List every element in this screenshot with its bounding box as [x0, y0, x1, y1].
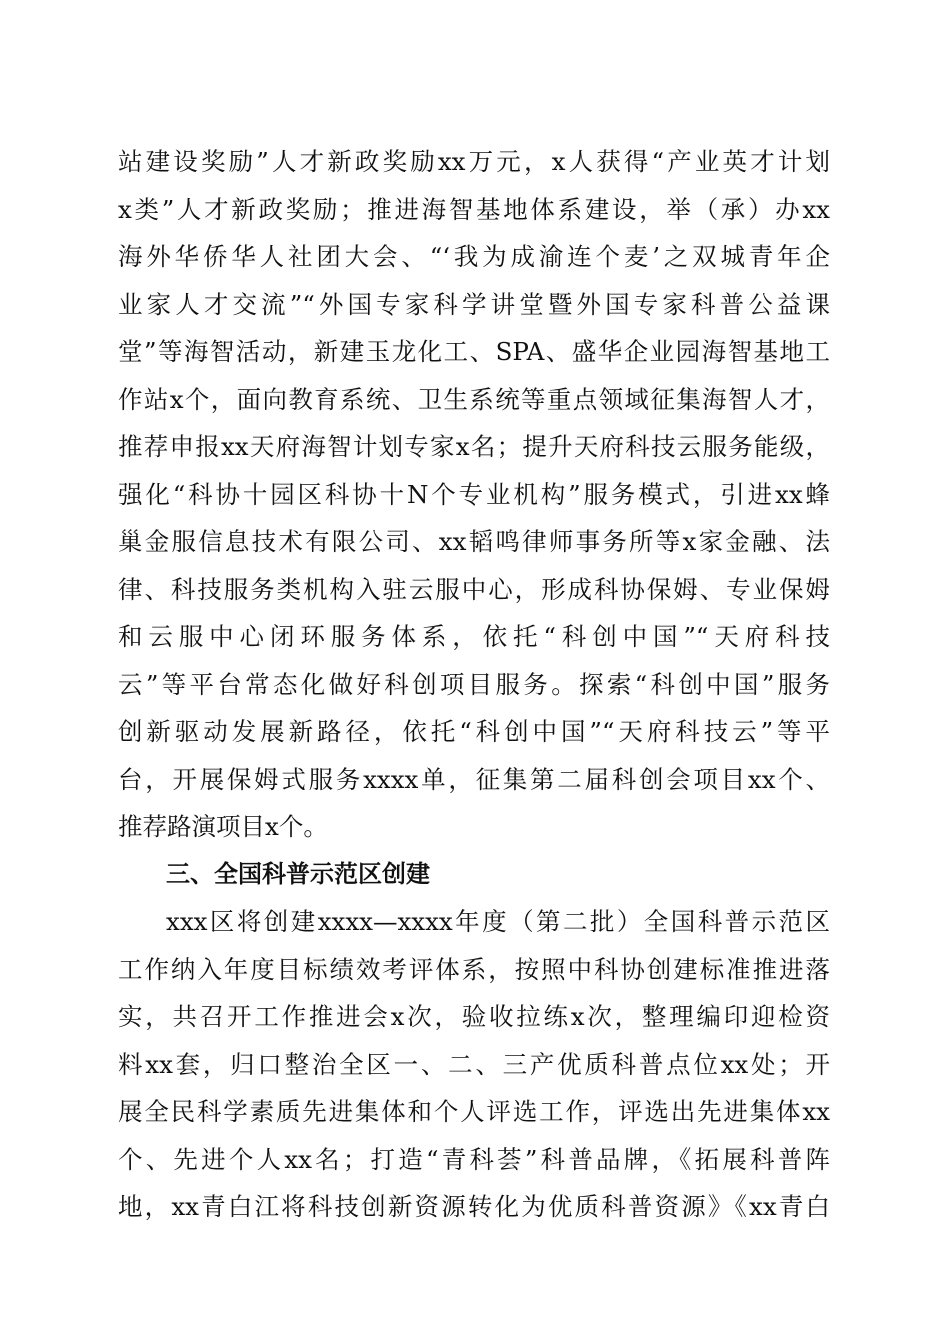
text-line: 业家人才交流”“外国专家科学讲堂暨外国专家科普公益课	[118, 289, 830, 319]
section-paragraph	[118, 898, 830, 1231]
paragraph-continued	[118, 138, 830, 851]
text-line: 作站x个，面向教育系统、卫生系统等重点领域征集海智人才，	[118, 384, 830, 414]
text-line: 实，共召开工作推进会x次，验收拉练x次，整理编印迎检资	[118, 1002, 830, 1031]
document-body	[118, 138, 830, 1231]
text-line: xxx区将创建xxxx—xxxx年度（第二批）全国科普示范区	[166, 907, 830, 936]
text-line: 海外华侨华人社团大会、“‘我为成渝连个麦’之双城青年企	[118, 242, 830, 271]
section-heading: 三、全国科普示范区创建	[166, 859, 430, 888]
text-line: 展全民科学素质先进集体和个人评选工作，评选出先进集体xx	[118, 1097, 830, 1126]
text-line: 创新驱动发展新路径，依托“科创中国”“天府科技云”等平	[118, 717, 830, 746]
text-line: 个、先进个人xx名；打造“青科荟”科普品牌，《拓展科普阵	[118, 1144, 830, 1174]
text-line: 推荐路演项目x个。	[118, 812, 328, 841]
text-line: 站建设奖励”人才新政奖励xx万元，x人获得“产业英才计划	[118, 147, 830, 176]
text-line: 堂”等海智活动，新建玉龙化工、SPA、盛华企业园海智基地工	[118, 337, 830, 366]
text-line: 工作纳入年度目标绩效考评体系，按照中科协创建标准推进落	[118, 954, 830, 984]
text-line: 律、科技服务类机构入驻云服中心，形成科协保姆、专业保姆	[118, 574, 830, 604]
text-line: x类”人才新政奖励；推进海智基地体系建设，举（承）办xx	[118, 194, 830, 224]
text-line: 料xx套，归口整治全区一、二、三产优质科普点位xx处；开	[118, 1049, 830, 1079]
text-line: 台，开展保姆式服务xxxx单，征集第二届科创会项目xx个、	[118, 764, 830, 794]
text-line: 云”等平台常态化做好科创项目服务。探索“科创中国”服务	[118, 669, 830, 699]
text-line: 推荐申报xx天府海智计划专家x名；提升天府科技云服务能级，	[118, 432, 830, 461]
text-line: 巢金服信息技术有限公司、xx韬鸣律师事务所等x家金融、法	[118, 527, 830, 556]
text-line: 强化“科协十园区科协十N个专业机构”服务模式，引进xx蜂	[118, 479, 830, 509]
text-line: 和云服中心闭环服务体系，依托“科创中国”“天府科技	[118, 622, 830, 651]
text-line: 地，xx青白江将科技创新资源转化为优质科普资源》《xx青白	[118, 1192, 830, 1221]
